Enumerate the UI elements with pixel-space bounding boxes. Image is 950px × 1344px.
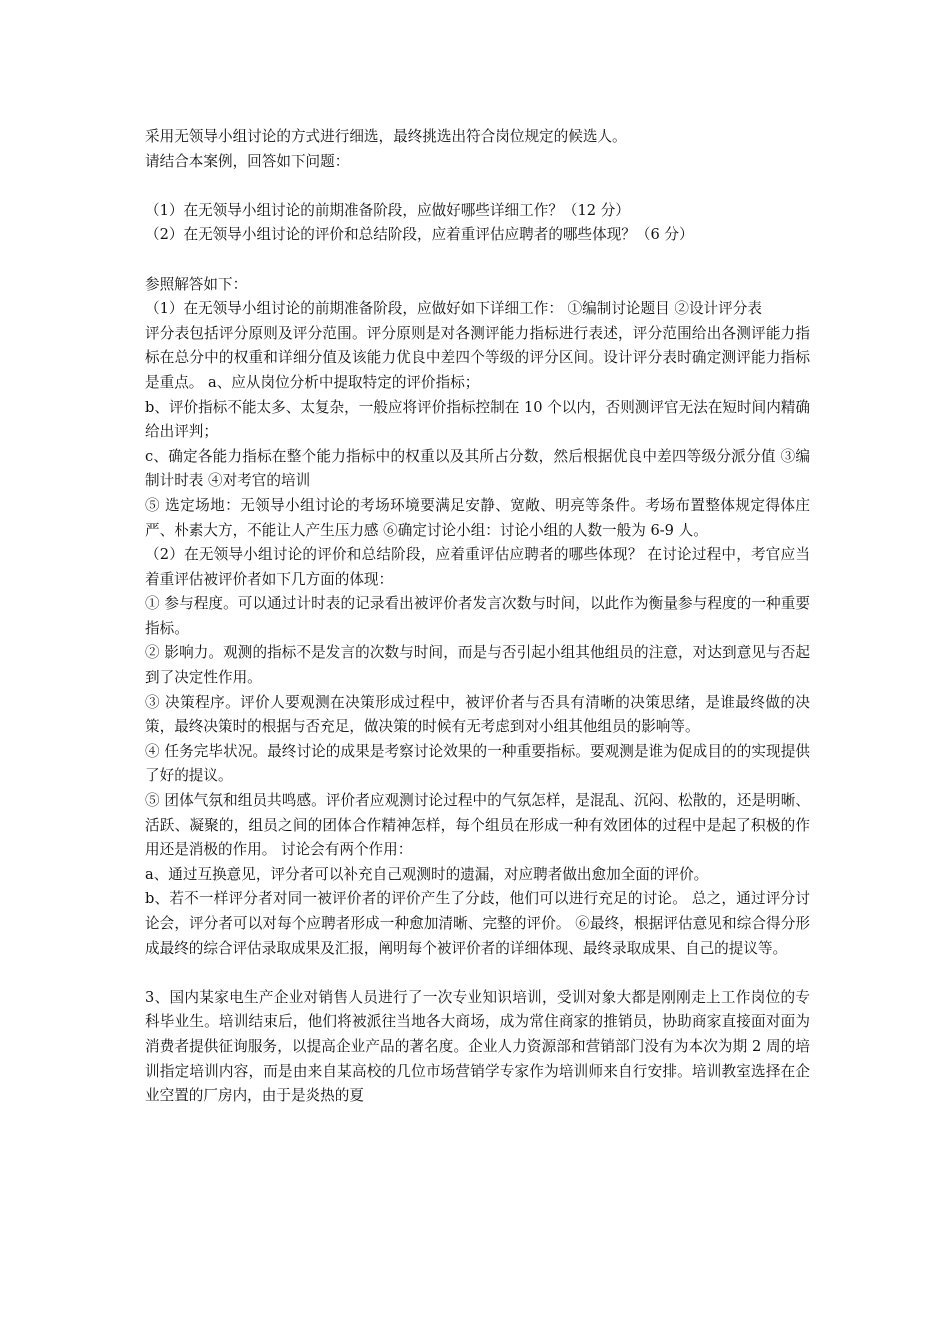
- paragraph-item-c: c、确定各能力指标在整个能力指标中的权重以及其所占分数，然后根据优良中差四等级分派分值 ③编制计时表 ④对考官的培训: [145, 447, 810, 490]
- blank-line: [145, 248, 810, 273]
- paragraph-influence: ② 影响力。观测的指标不是发言的次数与时间，而是与否引起小组其他组员的注意，对达到意见与否起到了决定性作用。: [145, 644, 810, 687]
- paragraph-discussion-a: a、通过互换意见，评分者可以补充自己观测时的遗漏，对应聘者做出愈加全面的评价。: [145, 865, 709, 883]
- paragraph-answer-2-intro: （2）在无领导小组讨论的评价和总结阶段，应着重评估应聘者的哪些体现？ 在讨论过程中，考官应当着重评估被评价者如下几方面的体现：: [145, 546, 810, 588]
- paragraph-answer-1-intro: （1）在无领导小组讨论的前期准备阶段，应做好如下详细工作： ①编制讨论题目 ②设计评分表: [145, 300, 762, 318]
- paragraph-venue: ⑤ 选定场地：无领导小组讨论的考场环境要满足安静、宽敞、明亮等条件。考场布置整体规定得体庄严、朴素大方，不能让人产生压力感 ⑥确定讨论小组：讨论小组的人数一般为 6-9 人。: [145, 496, 810, 539]
- paragraph-task-completion: ④ 任务完毕状况。最终讨论的成果是考察讨论效果的一种重要指标。要观测是谁为促成目的的实现提供了好的提议。: [145, 742, 810, 785]
- paragraph-discussion-b: b、若不一样评分者对同一被评价者的评价产生了分歧，他们可以进行充足的讨论。 总之，通过评分讨论会，评分者可以对每个应聘者形成一种愈加清晰、完整的评价。 ⑥最终，根据评估意见和综合得分形成最终的综合评估录取成果及汇报，阐明每个被评价者的详细体现、最终录取成果、自己的提议等。: [145, 890, 810, 957]
- paragraph-question-2: （2）在无领导小组讨论的评价和总结阶段，应着重评估应聘者的哪些体现？（6 分）: [145, 226, 694, 244]
- paragraph-question-1: （1）在无领导小组讨论的前期准备阶段，应做好哪些详细工作？（12 分）: [145, 201, 630, 219]
- document-page: [145, 125, 810, 1109]
- paragraph-question-prompt: 请结合本案例，回答如下问题：: [145, 152, 350, 170]
- paragraph-intro: 采用无领导小组讨论的方式进行细选，最终挑选出符合岗位规定的候选人。: [145, 128, 627, 145]
- paragraph-decision: ③ 决策程序。评价人要观测在决策形成过程中，被评价者与否具有清晰的决策思绪，是谁最终做的决策，最终决策时的根据与否充足，做决策的时候有无考虑到对小组其他组员的影响等。: [145, 693, 810, 736]
- paragraph-item-b: b、评价指标不能太多、太复杂，一般应将评价指标控制在 10 个以内，否则测评官无法在短时间内精确给出评判；: [145, 398, 810, 441]
- paragraph-scoring-table: 评分表包括评分原则及评分范围。评分原则是对各测评能力指标进行表述，评分范围给出各测评能力指标在总分中的权重和详细分值及该能力优良中差四个等级的评分区间。设计评分表时确定测评能力指标是重点。 a、应从岗位分析中提取特定的评价指标；: [145, 324, 810, 391]
- paragraph-answer-heading: 参照解答如下：: [145, 275, 248, 293]
- paragraph-participation: ① 参与程度。可以通过计时表的记录看出被评价者发言次数与时间，以此作为衡量参与程度的一种重要指标。: [145, 595, 810, 637]
- blank-line: [145, 961, 810, 986]
- paragraph-case-3: 3、国内某家电生产企业对销售人员进行了一次专业知识培训，受训对象大都是刚刚走上工作岗位的专科毕业生。培训结束后，他们将被派往当地各大商场，成为常住商家的推销员，协助商家直接面对面为消费者提供征询服务，以提高企业产品的著名度。企业人力资源部和营销部门没有为本次为期 2 周的培训指定培训内容，而是由来自某高校的几位市场营销学专家作为培训师来自行安排。培训教室选择在企业空置的厂房内，由于是炎热的夏: [145, 988, 810, 1105]
- blank-line: [145, 174, 810, 199]
- paragraph-team-atmosphere: ⑤ 团体气氛和组员共鸣感。评价者应观测讨论过程中的气氛怎样，是混乱、沉闷、松散的，还是明晰、活跃、凝聚的，组员之间的团体合作精神怎样，每个组员在形成一种有效团体的过程中是起了积极的作用还是消极的作用。 讨论会有两个作用：: [145, 792, 810, 859]
